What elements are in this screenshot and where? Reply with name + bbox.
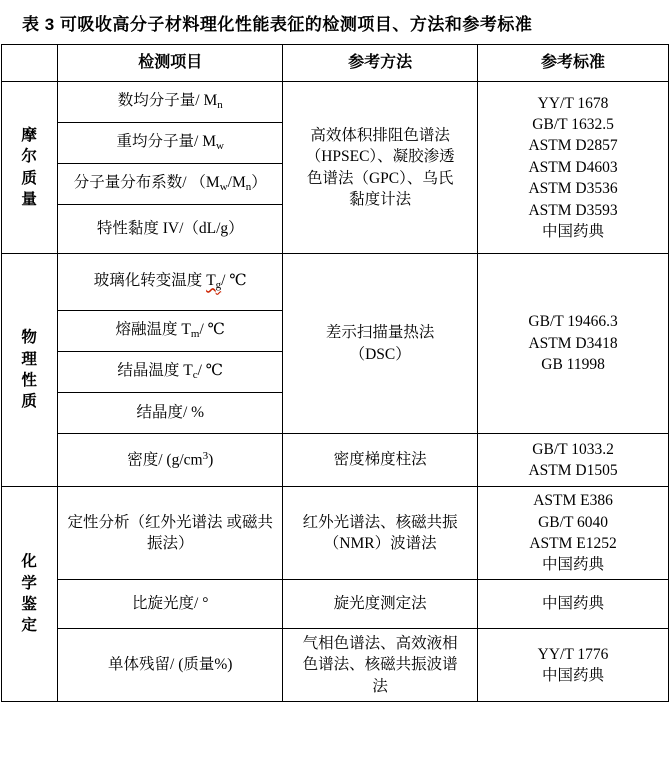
category-label-char: 鉴: [21, 596, 38, 613]
standards-qualitative-analysis: ASTM E386 GB/T 6040 ASTM E1252 中国药典: [478, 487, 669, 580]
header-test-item: 检测项目: [58, 45, 283, 82]
table-header-row: [2, 45, 669, 82]
category-label-char: 学: [21, 574, 38, 592]
item-crystallization-temperature: 结晶温度 $T_c/$ ℃: [58, 352, 283, 393]
method-density-gradient-column: 密度梯度柱法: [283, 434, 478, 487]
header-reference-method: 参考方法: [283, 45, 478, 82]
item-glass-transition-temperature: 玻璃化转变温度 $T_g/$ ℃: [58, 254, 283, 311]
category-label-char: 质: [21, 169, 38, 187]
method-dsc: 差示扫描量热法 （DSC）: [283, 254, 478, 434]
table-row: [2, 434, 669, 487]
spec-table: [1, 44, 669, 702]
table-row: [2, 82, 669, 123]
item-residual-monomer: 单体残留/ (质量%): [58, 629, 283, 702]
item-specific-rotation: 比旋光度/ °: [58, 580, 283, 629]
category-label-char: 摩: [21, 126, 38, 144]
table-row: [2, 580, 669, 629]
category-label-char: 量: [21, 190, 38, 208]
item-dispersity: 分子量分布系数/ $(M_w/M_n)$: [58, 164, 283, 205]
table-row: [2, 487, 669, 580]
item-intrinsic-viscosity: 特性黏度 IV/（dL/g）: [58, 205, 283, 254]
category-label-char: 质: [21, 393, 38, 411]
item-crystallinity: 结晶度/ %: [58, 393, 283, 434]
subscript-n: n: [217, 99, 223, 112]
method-gc-hplc-nmr: 气相色谱法、高效液相 色谱法、核磁共振波谱 法: [283, 629, 478, 702]
item-qualitative-analysis: 定性分析（红外光谱法 或磁共振法）: [58, 487, 283, 580]
category-label-char: 化: [21, 553, 38, 571]
item-melting-temperature: 熔融温度 $T_m/$ ℃: [58, 311, 283, 352]
method-molar-mass: 高效体积排阻色谱法 （HPSEC）、凝胶渗透 色谱法（GPC）、乌氏 黏度计法: [283, 82, 478, 254]
category-label-char: 物: [21, 329, 38, 347]
category-label-char: 理: [21, 350, 38, 368]
method-ir-nmr: 红外光谱法、核磁共振 （NMR）波谱法: [283, 487, 478, 580]
category-chemical-identification: [2, 487, 58, 702]
header-category: [2, 45, 58, 82]
method-polarimetry: 旋光度测定法: [283, 580, 478, 629]
item-number-average-mw: 数均分子量/ $M_n$: [58, 82, 283, 123]
standards-residual-monomer: YY/T 1776 中国药典: [478, 629, 669, 702]
standards-dsc: GB/T 19466.3 ASTM D3418 GB 11998: [478, 254, 669, 434]
standards-molar-mass: YY/T 1678 GB/T 1632.5 ASTM D2857 ASTM D4603 ASTM D3536 ASTM D3593 中国药典: [478, 82, 669, 254]
table-row: [2, 254, 669, 311]
item-density: 密度/ $(g/cm^3)$: [58, 434, 283, 487]
category-physical-properties: [2, 254, 58, 487]
dispersity-formula: $(M_w/M_n)$: [190, 174, 267, 194]
table-caption: 表 3 可吸收高分子材料理化性能表征的检测项目、方法和参考标准: [22, 15, 533, 34]
table-row: [2, 629, 669, 702]
standards-specific-rotation: 中国药典: [478, 580, 669, 629]
category-label-char: 定: [21, 617, 38, 635]
item-weight-average-mw: 重均分子量/ $M_w$: [58, 123, 283, 164]
category-molar-mass: [2, 82, 58, 254]
category-label-char: 尔: [21, 148, 38, 166]
subscript-w: w: [216, 140, 224, 153]
category-label-char: 性: [21, 372, 38, 389]
standards-density: GB/T 1033.2 ASTM D1505: [478, 434, 669, 487]
tg-formula: $T_g/$ ℃: [206, 272, 247, 292]
header-reference-standard: 参考标准: [478, 45, 669, 82]
